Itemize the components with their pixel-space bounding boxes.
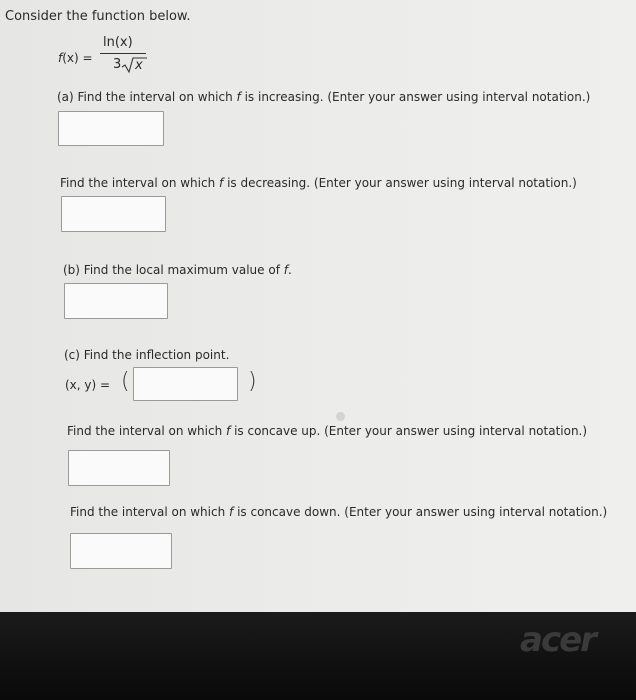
intro-text: Consider the function below. bbox=[5, 9, 191, 24]
question-c-inflection: (c) Find the inflection point. bbox=[64, 348, 230, 362]
open-paren: ( bbox=[121, 369, 130, 394]
inflection-point-input[interactable] bbox=[133, 367, 238, 401]
acer-logo: acer bbox=[520, 620, 595, 660]
function-denominator-coef: 3 bbox=[113, 57, 122, 72]
function-numerator: ln(x) bbox=[103, 35, 133, 50]
concave-down-answer-input[interactable] bbox=[70, 533, 172, 569]
screen-glare-dot bbox=[336, 412, 345, 421]
question-b-local-max: (b) Find the local maximum value of f. bbox=[63, 263, 292, 277]
local-max-answer-input[interactable] bbox=[64, 283, 168, 319]
question-a-decreasing: Find the interval on which f is decreasing. (Enter your answer using interval notation.) bbox=[60, 176, 577, 190]
fraction-bar bbox=[100, 53, 146, 54]
question-a-increasing: (a) Find the interval on which f is increasing. (Enter your answer using interval notation.) bbox=[57, 90, 591, 104]
question-c-concave-down: Find the interval on which f is concave down. (Enter your answer using interval notation.) bbox=[70, 505, 608, 519]
point-label: (x, y) = bbox=[65, 378, 111, 392]
function-lhs: f(x) = bbox=[58, 51, 93, 65]
question-c-concave-up: Find the interval on which f is concave up. (Enter your answer using interval notation.) bbox=[67, 424, 588, 438]
function-radicand: x bbox=[135, 58, 143, 73]
decreasing-answer-input[interactable] bbox=[61, 196, 166, 232]
increasing-answer-input[interactable] bbox=[58, 111, 164, 146]
concave-up-answer-input[interactable] bbox=[68, 450, 170, 486]
close-paren: ) bbox=[248, 369, 257, 394]
